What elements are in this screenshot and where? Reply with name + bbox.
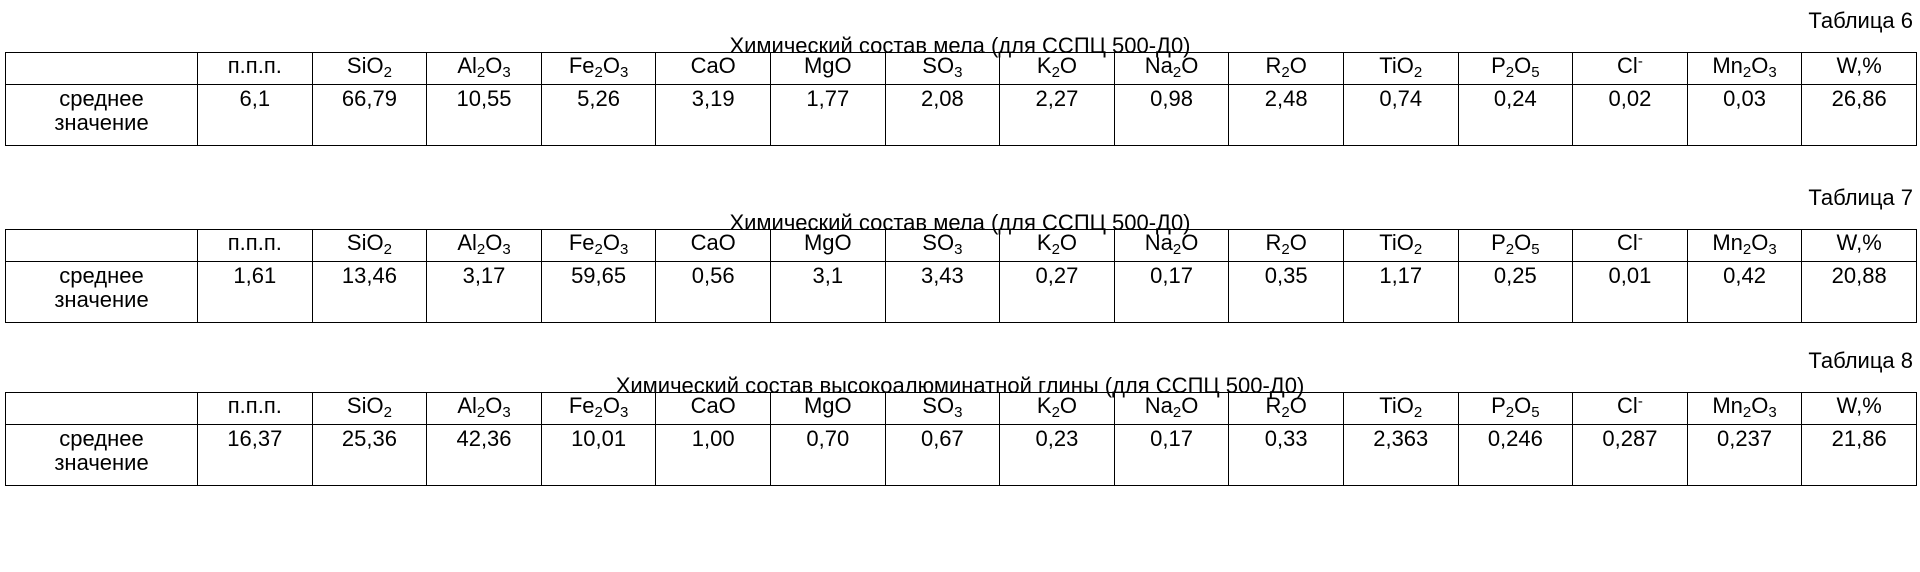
corner-cell — [6, 53, 198, 85]
column-header-base: MgO — [803, 53, 852, 78]
column-header-base: SO — [922, 230, 955, 255]
column-header-subscript: 5 — [1531, 241, 1540, 258]
column-header — [312, 230, 427, 262]
value-cell: 0,02 — [1573, 85, 1688, 146]
column-header-subscript: 2 — [594, 241, 603, 258]
column-header-base: P — [1491, 230, 1506, 255]
value-cell: 6,1 — [198, 85, 313, 146]
column-header-superscript: - — [1637, 230, 1643, 247]
column-header-base: SO — [922, 393, 955, 418]
column-header — [656, 393, 771, 425]
value-cell: 0,70 — [770, 425, 885, 486]
column-header-base: W,% — [1836, 53, 1882, 78]
table-title: Химический состав высокоалюминатной глины (для ССПЦ 500-Д0) — [615, 373, 1305, 398]
value-cell: 0,246 — [1458, 425, 1573, 486]
value-cell: 0,42 — [1687, 262, 1802, 323]
column-header-base: Al — [457, 393, 477, 418]
column-header — [1458, 230, 1573, 262]
column-header-base: Cl — [1617, 230, 1638, 255]
column-header — [1687, 53, 1802, 85]
row-label-line1: среднее — [59, 426, 144, 451]
column-header-subscript: 2 — [1281, 404, 1290, 421]
column-header — [1573, 230, 1688, 262]
column-header-subscript: 3 — [1768, 241, 1777, 258]
column-header-subscript: 5 — [1531, 64, 1540, 81]
value-cell: 1,17 — [1343, 262, 1458, 323]
column-header-oxygen: O — [1059, 393, 1078, 418]
row-label — [6, 425, 198, 486]
column-header — [427, 53, 542, 85]
column-header — [885, 53, 1000, 85]
column-header-oxygen: O — [1181, 53, 1199, 78]
column-header-subscript: 2 — [1051, 404, 1060, 421]
column-header-subscript: 2 — [1172, 64, 1182, 81]
column-header-oxygen: O — [485, 53, 503, 78]
column-header-base: TiO — [1379, 230, 1414, 255]
column-header-oxygen: O — [1289, 230, 1307, 255]
corner-cell — [6, 393, 198, 425]
value-cell: 5,26 — [541, 85, 656, 146]
column-header-base: K — [1036, 230, 1052, 255]
column-header-base: MgO — [803, 393, 852, 418]
column-header-base: R — [1265, 393, 1282, 418]
column-header-subscript: 2 — [1172, 404, 1182, 421]
value-cell: 2,27 — [1000, 85, 1115, 146]
column-header-subscript: 2 — [383, 241, 392, 258]
value-cell: 13,46 — [312, 262, 427, 323]
column-header-base: TiO — [1379, 53, 1414, 78]
column-header — [427, 230, 542, 262]
column-header-base: Cl — [1617, 53, 1638, 78]
table-number: Таблица 8 — [1808, 348, 1913, 373]
column-header-subscript: 3 — [502, 404, 511, 421]
value-cell: 1,61 — [198, 262, 313, 323]
column-header-subscript: 2 — [1281, 241, 1290, 258]
column-header — [1114, 53, 1229, 85]
column-header-subscript: 2 — [476, 64, 486, 81]
column-header-base: Fe — [568, 53, 595, 78]
column-header — [1573, 393, 1688, 425]
value-cell: 3,19 — [656, 85, 771, 146]
column-header — [885, 393, 1000, 425]
value-cell: 16,37 — [198, 425, 313, 486]
column-header-oxygen: O — [602, 230, 620, 255]
table-number: Таблица 7 — [1808, 185, 1913, 210]
column-header-subscript: 2 — [1281, 64, 1290, 81]
value-cell: 0,24 — [1458, 85, 1573, 146]
value-row — [6, 425, 1917, 486]
column-header-base: P — [1491, 53, 1506, 78]
column-header — [1458, 393, 1573, 425]
composition-table — [5, 392, 1917, 486]
column-header-subscript: 2 — [1742, 64, 1752, 81]
column-header-oxygen: O — [602, 393, 620, 418]
row-label — [6, 85, 198, 146]
column-header-subscript: 2 — [1413, 64, 1423, 81]
column-header-subscript: 3 — [954, 241, 963, 258]
value-cell: 2,363 — [1343, 425, 1458, 486]
column-header-subscript: 3 — [502, 241, 511, 258]
column-header-base: SO — [922, 53, 955, 78]
column-header-oxygen: O — [1059, 53, 1078, 78]
column-header-superscript: - — [1637, 53, 1643, 70]
column-header-base: SiO — [346, 230, 384, 255]
column-header — [541, 393, 656, 425]
column-header-base: Mn — [1712, 393, 1743, 418]
column-header-oxygen: O — [1514, 53, 1532, 78]
column-header — [770, 53, 885, 85]
column-header-oxygen: O — [1751, 230, 1769, 255]
column-header-subscript: 3 — [620, 64, 629, 81]
column-header-oxygen: O — [1059, 230, 1078, 255]
value-cell: 42,36 — [427, 425, 542, 486]
column-header-base: CaO — [690, 53, 736, 78]
table-number: Таблица 6 — [1808, 8, 1913, 33]
column-header-base: Fe — [568, 393, 595, 418]
value-cell: 0,17 — [1114, 425, 1229, 486]
column-header-base: Mn — [1712, 53, 1743, 78]
column-header — [198, 393, 313, 425]
value-cell: 0,17 — [1114, 262, 1229, 323]
column-header — [1687, 230, 1802, 262]
corner-cell — [6, 230, 198, 262]
column-header-base: P — [1491, 393, 1506, 418]
value-cell: 2,48 — [1229, 85, 1344, 146]
column-header-base: Cl — [1617, 393, 1638, 418]
column-header — [427, 393, 542, 425]
value-cell: 21,86 — [1802, 425, 1917, 486]
value-cell: 0,23 — [1000, 425, 1115, 486]
column-header-base: TiO — [1379, 393, 1414, 418]
column-header-oxygen: O — [1181, 393, 1199, 418]
column-header-base: Na — [1144, 53, 1173, 78]
column-header-subscript: 2 — [1505, 64, 1515, 81]
value-cell: 0,237 — [1687, 425, 1802, 486]
table-title: Химический состав мела (для ССПЦ 500-Д0) — [729, 33, 1191, 58]
row-label-line2: значение — [54, 110, 149, 135]
value-cell: 59,65 — [541, 262, 656, 323]
column-header — [656, 53, 771, 85]
column-header-base: Al — [457, 230, 477, 255]
column-header-base: SiO — [346, 393, 384, 418]
column-header — [198, 53, 313, 85]
column-header — [312, 393, 427, 425]
row-label-line1: среднее — [59, 263, 144, 288]
column-header — [1687, 393, 1802, 425]
column-header-subscript: 3 — [1768, 404, 1777, 421]
value-cell: 0,01 — [1573, 262, 1688, 323]
column-header-base: Na — [1144, 230, 1173, 255]
column-header — [1000, 230, 1115, 262]
column-header-subscript: 3 — [954, 64, 963, 81]
column-header — [1343, 393, 1458, 425]
value-cell: 20,88 — [1802, 262, 1917, 323]
composition-table — [5, 52, 1917, 146]
row-label-line2: значение — [54, 450, 149, 475]
value-cell: 0,287 — [1573, 425, 1688, 486]
column-header-base: CaO — [690, 230, 736, 255]
column-header-base: K — [1036, 393, 1052, 418]
value-cell: 3,43 — [885, 262, 1000, 323]
column-header — [312, 53, 427, 85]
value-cell: 66,79 — [312, 85, 427, 146]
column-header-oxygen: O — [1181, 230, 1199, 255]
value-cell: 10,01 — [541, 425, 656, 486]
column-header — [656, 230, 771, 262]
column-header-subscript: 2 — [1051, 64, 1060, 81]
value-cell: 0,35 — [1229, 262, 1344, 323]
value-row — [6, 262, 1917, 323]
column-header-subscript: 3 — [1768, 64, 1777, 81]
column-header — [1802, 53, 1917, 85]
column-header — [1573, 53, 1688, 85]
column-header — [541, 53, 656, 85]
header-row — [6, 393, 1917, 425]
composition-table — [5, 229, 1917, 323]
column-header-base: п.п.п. — [227, 393, 282, 418]
column-header-subscript: 5 — [1531, 404, 1540, 421]
value-cell: 0,98 — [1114, 85, 1229, 146]
column-header — [1114, 230, 1229, 262]
column-header-subscript: 2 — [1413, 404, 1423, 421]
column-header — [1458, 53, 1573, 85]
column-header-subscript: 2 — [1051, 241, 1060, 258]
header-row — [6, 53, 1917, 85]
column-header-oxygen: O — [1289, 53, 1307, 78]
value-cell: 0,74 — [1343, 85, 1458, 146]
value-cell: 0,67 — [885, 425, 1000, 486]
column-header-subscript: 2 — [1172, 241, 1182, 258]
value-cell: 0,27 — [1000, 262, 1115, 323]
row-label — [6, 262, 198, 323]
value-cell: 10,55 — [427, 85, 542, 146]
column-header-oxygen: O — [1514, 393, 1532, 418]
column-header-subscript: 3 — [502, 64, 511, 81]
column-header-base: CaO — [690, 393, 736, 418]
column-header-subscript: 2 — [594, 64, 603, 81]
value-cell: 2,08 — [885, 85, 1000, 146]
column-header-base: MgO — [803, 230, 852, 255]
row-label-line1: среднее — [59, 86, 144, 111]
value-cell: 1,77 — [770, 85, 885, 146]
column-header-subscript: 2 — [476, 241, 486, 258]
column-header-subscript: 2 — [1505, 241, 1515, 258]
column-header-oxygen: O — [485, 393, 503, 418]
column-header-subscript: 2 — [1505, 404, 1515, 421]
column-header-base: W,% — [1836, 230, 1882, 255]
column-header — [1343, 53, 1458, 85]
column-header-oxygen: O — [602, 53, 620, 78]
column-header — [1114, 393, 1229, 425]
column-header-base: W,% — [1836, 393, 1882, 418]
column-header-subscript: 2 — [594, 404, 603, 421]
column-header-subscript: 2 — [476, 404, 486, 421]
column-header-base: SiO — [346, 53, 384, 78]
value-cell: 3,1 — [770, 262, 885, 323]
value-cell: 25,36 — [312, 425, 427, 486]
column-header — [198, 230, 313, 262]
column-header — [1000, 53, 1115, 85]
column-header — [1229, 53, 1344, 85]
row-label-line2: значение — [54, 287, 149, 312]
value-cell: 3,17 — [427, 262, 542, 323]
column-header-subscript: 2 — [1742, 404, 1752, 421]
value-cell: 0,25 — [1458, 262, 1573, 323]
column-header-subscript: 2 — [383, 64, 392, 81]
column-header-oxygen: O — [1514, 230, 1532, 255]
value-cell: 1,00 — [656, 425, 771, 486]
value-cell: 26,86 — [1802, 85, 1917, 146]
column-header-base: Mn — [1712, 230, 1743, 255]
column-header — [1229, 230, 1344, 262]
column-header-subscript: 3 — [954, 404, 963, 421]
column-header-superscript: - — [1637, 393, 1643, 410]
column-header — [1000, 393, 1115, 425]
column-header — [541, 230, 656, 262]
column-header — [1229, 393, 1344, 425]
column-header-base: R — [1265, 230, 1282, 255]
column-header-oxygen: O — [1751, 393, 1769, 418]
header-row — [6, 230, 1917, 262]
column-header — [770, 393, 885, 425]
value-cell: 0,03 — [1687, 85, 1802, 146]
value-cell: 0,33 — [1229, 425, 1344, 486]
column-header — [1802, 230, 1917, 262]
column-header — [885, 230, 1000, 262]
column-header-base: п.п.п. — [227, 230, 282, 255]
column-header-base: K — [1036, 53, 1052, 78]
column-header — [1343, 230, 1458, 262]
column-header-subscript: 2 — [383, 404, 392, 421]
column-header-subscript: 3 — [620, 404, 629, 421]
column-header — [770, 230, 885, 262]
column-header-oxygen: O — [1289, 393, 1307, 418]
column-header-subscript: 3 — [620, 241, 629, 258]
column-header-base: Al — [457, 53, 477, 78]
value-cell: 0,56 — [656, 262, 771, 323]
column-header-base: Fe — [568, 230, 595, 255]
column-header-oxygen: O — [485, 230, 503, 255]
column-header-oxygen: O — [1751, 53, 1769, 78]
column-header — [1802, 393, 1917, 425]
column-header-base: п.п.п. — [227, 53, 282, 78]
table-title: Химический состав мела (для ССПЦ 500-Д0) — [729, 210, 1191, 235]
column-header-subscript: 2 — [1413, 241, 1423, 258]
value-row — [6, 85, 1917, 146]
column-header-base: Na — [1144, 393, 1173, 418]
column-header-subscript: 2 — [1742, 241, 1752, 258]
column-header-base: R — [1265, 53, 1282, 78]
